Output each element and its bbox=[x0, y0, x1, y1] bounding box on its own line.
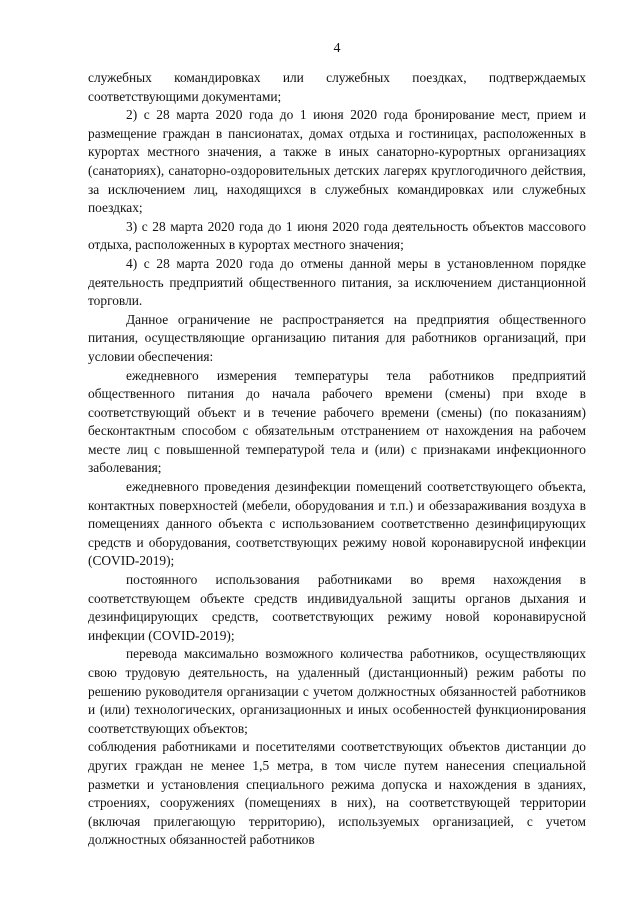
paragraph: Данное ограничение не распространяется на предприятия общественного питания, осуществляющие организацию питания для работников организаций, при условии обеспечения: bbox=[88, 311, 586, 364]
paragraph: служебных командировках или служебных поездках, подтверждаемых соответствующими документами; bbox=[88, 70, 586, 104]
paragraph: 2) с 28 марта 2020 года до 1 июня 2020 года бронирование мест, прием и размещение граждан в пансионатах, домах отдыха и гостиницах, расположенных в курортах местного значения, а также в иных санаторно-курортных организациях (санаториях), санаторно-оздоровительных детских лагерях круглогодичного действия, за исключением лиц, находящихся в служебных командировках или служебных поездках; bbox=[88, 107, 586, 216]
paragraph: постоянного использования работниками во время нахождения в соответствующем объекте средств индивидуальной защиты органов дыхания и дезинфицирующих средств, соответствующих режиму новой коронавирусной инфекции (COVID-2019); bbox=[88, 572, 586, 643]
paragraph: ежедневного проведения дезинфекции помещений соответствующего объекта, контактных поверхностей (мебели, оборудования и т.п.) и обеззараживания воздуха в помещениях данного объекта с использованием соответственно дезинфицирующих средств и оборудования, соответствующих режиму новой коронавирусной инфекции (COVID-2019); bbox=[88, 479, 586, 569]
document-body bbox=[88, 69, 586, 850]
paragraph: 3) с 28 марта 2020 года до 1 июня 2020 года деятельность объектов массового отдыха, расположенных в курортах местного значения; bbox=[88, 218, 586, 253]
paragraph: 4) с 28 марта 2020 года до отмены данной меры в установленном порядке деятельность предприятий общественного питания, за исключением дистанционной торговли. bbox=[88, 255, 586, 309]
page-number: 4 bbox=[333, 41, 341, 56]
paragraph: соблюдения работниками и посетителями соответствующих объектов дистанции до других граждан не менее 1,5 метра, в том числе путем нанесения специальной разметки и установления специального режима допуска и нахождения в зданиях, строениях, сооружениях (помещениях в них), на соответствующей территории (включая прилегающую территорию), используемых организацией, с учетом должностных обязанностей работников bbox=[88, 739, 586, 848]
paragraph: ежедневного измерения температуры тела работников предприятий общественного питания до начала рабочего времени (смены) при входе в соответствующий объект и в течение рабочего времени (смены) (по показаниям) бесконтактным способом с обязательным отстранением от нахождения на рабочем месте лиц с повышенной температурой тела и (или) с признаками инфекционного заболевания; bbox=[88, 367, 586, 476]
paragraph: перевода максимально возможного количества работников, осуществляющих свою трудовую деятельность, на удаленный (дистанционный) режим работы по решению руководителя организации с учетом должностных обязанностей работников и (или) технологических, организационных и иных особенностей функционирования соответствующих объектов; bbox=[88, 646, 586, 736]
